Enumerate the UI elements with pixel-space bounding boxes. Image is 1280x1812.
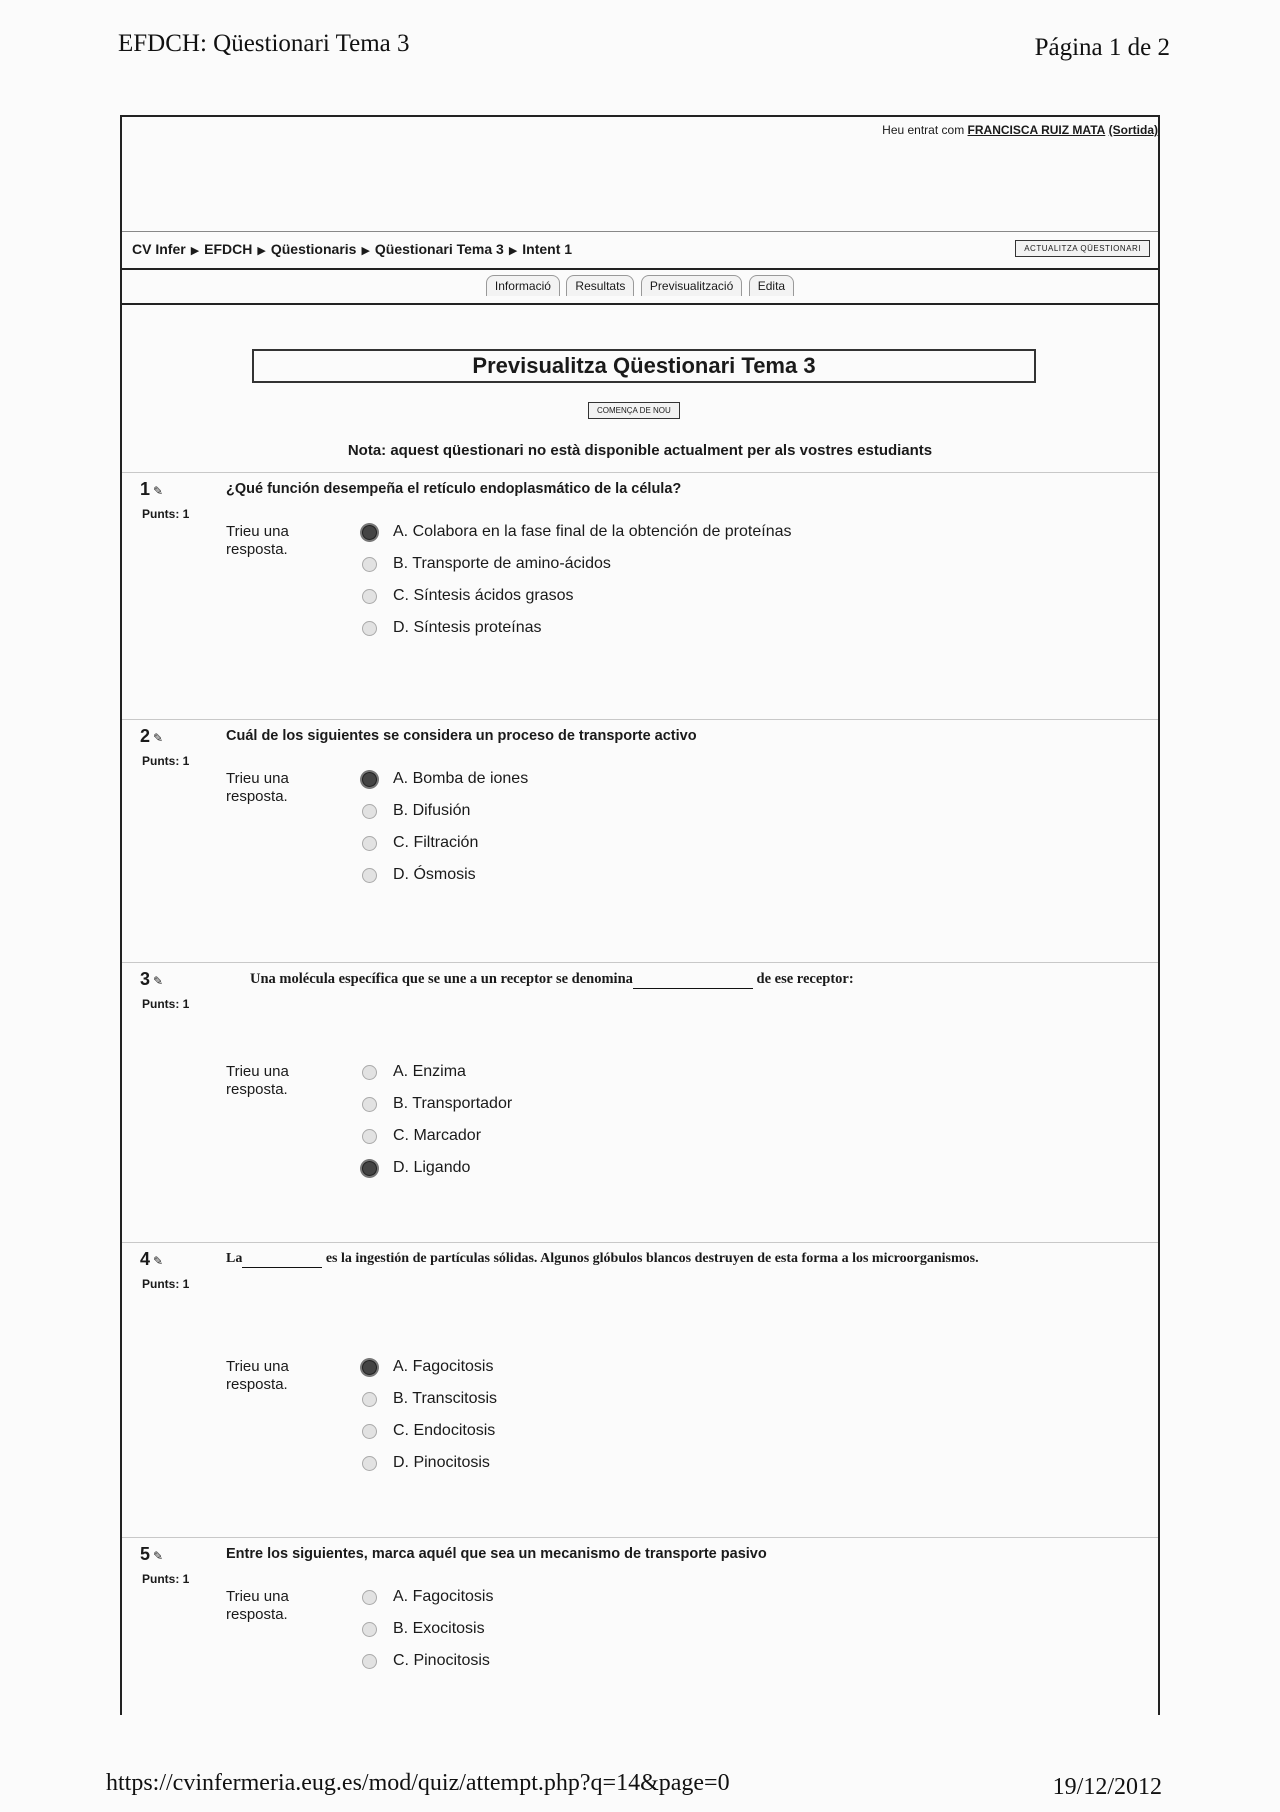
option-a[interactable]: A. Bomba de iones — [362, 763, 528, 795]
edit-icon[interactable]: ✎ — [153, 974, 164, 988]
option-d[interactable]: D. Pinocitosis — [362, 1447, 497, 1479]
question-3 — [122, 962, 1158, 1213]
option-c[interactable]: C. Pinocitosis — [362, 1645, 493, 1677]
radio-icon[interactable] — [362, 1129, 377, 1144]
tab-bar — [122, 275, 1158, 305]
options-list — [362, 1056, 512, 1184]
page-frame — [120, 115, 1160, 1715]
tab-edita[interactable]: Edita — [749, 275, 794, 296]
option-a[interactable]: A. Enzima — [362, 1056, 512, 1088]
breadcrumb-item-questionari-tema-3[interactable]: Qüestionari Tema 3 — [374, 241, 504, 257]
breadcrumb-arrow-icon: ▶ — [508, 245, 518, 257]
question-points: Punts: 1 — [142, 507, 190, 521]
option-c[interactable]: C. Endocitosis — [362, 1415, 497, 1447]
radio-selected-icon[interactable] — [360, 523, 379, 542]
breadcrumb-item-efdch[interactable]: EFDCH — [204, 241, 253, 257]
option-d[interactable]: D. Síntesis proteínas — [362, 612, 792, 644]
option-a[interactable]: A. Colabora en la fase final de la obtención de proteínas — [362, 516, 792, 548]
update-quiz-button[interactable]: ACTUALITZA QÜESTIONARI — [1015, 240, 1150, 257]
radio-icon[interactable] — [362, 557, 377, 572]
option-b[interactable]: B. Exocitosis — [362, 1613, 493, 1645]
radio-icon[interactable] — [362, 868, 377, 883]
answer-label: Trieu una resposta. — [226, 523, 289, 558]
fill-blank — [633, 971, 753, 989]
question-5 — [122, 1537, 1158, 1718]
question-number: 3 ✎ — [140, 969, 164, 989]
question-points: Punts: 1 — [142, 1572, 190, 1586]
answer-label: Trieu una resposta. — [226, 1063, 289, 1098]
question-text: Entre los siguientes, marca aquél que sea un mecanismo de transporte pasivo — [226, 1546, 767, 1562]
question-points: Punts: 1 — [142, 1277, 190, 1291]
question-number: 2 ✎ — [140, 726, 164, 746]
quiz-notice: Nota: aquest qüestionari no està disponible actualment per als vostres estudiants — [347, 442, 933, 459]
print-footer-date: 19/12/2012 — [1052, 1774, 1162, 1800]
breadcrumb-arrow-icon: ▶ — [190, 245, 200, 257]
radio-icon[interactable] — [362, 1392, 377, 1407]
print-footer-url: https://cvinfermeria.eug.es/mod/quiz/attempt.php?q=14&page=0 — [106, 1770, 730, 1796]
options-list — [362, 1351, 497, 1479]
print-header-title: EFDCH: Qüestionari Tema 3 — [118, 30, 410, 57]
question-text: Una molécula específica que se une a un receptor se denomina de ese receptor: — [250, 971, 854, 987]
login-user-link[interactable]: FRANCISCA RUIZ MATA — [967, 123, 1106, 137]
login-prefix: Heu entrat com — [882, 123, 965, 137]
answer-label: Trieu una resposta. — [226, 1588, 289, 1623]
option-a[interactable]: A. Fagocitosis — [362, 1581, 493, 1613]
option-d[interactable]: D. Ósmosis — [362, 859, 528, 891]
question-number: 4 ✎ — [140, 1249, 164, 1269]
radio-icon[interactable] — [362, 621, 377, 636]
fill-blank — [242, 1251, 322, 1268]
radio-icon[interactable] — [362, 804, 377, 819]
print-page-info: Página 1 de 2 — [1034, 34, 1170, 61]
tab-resultats[interactable]: Resultats — [566, 275, 634, 296]
option-c[interactable]: C. Filtración — [362, 827, 528, 859]
logout-link[interactable]: (Sortida) — [1108, 123, 1158, 137]
breadcrumb-item-cv-infer[interactable]: CV Infer — [132, 241, 186, 257]
question-4 — [122, 1242, 1158, 1513]
breadcrumb-arrow-icon: ▶ — [257, 245, 266, 257]
radio-selected-icon[interactable] — [360, 1358, 379, 1377]
question-1 — [122, 472, 1158, 698]
option-c[interactable]: C. Marcador — [362, 1120, 512, 1152]
radio-icon[interactable] — [362, 1654, 377, 1669]
breadcrumb — [132, 241, 572, 257]
radio-icon[interactable] — [362, 1622, 377, 1637]
option-c[interactable]: C. Síntesis ácidos grasos — [362, 580, 792, 612]
option-a[interactable]: A. Fagocitosis — [362, 1351, 497, 1383]
tab-previsualitzacio[interactable]: Previsualització — [641, 275, 742, 296]
question-text: La es la ingestión de partículas sólidas. Algunos glóbulos blancos destruyen de esta forma a los microorganismos. — [226, 1251, 979, 1266]
radio-icon[interactable] — [362, 1065, 377, 1080]
question-number: 5 ✎ — [140, 1544, 164, 1564]
edit-icon[interactable]: ✎ — [153, 731, 164, 745]
options-list — [362, 516, 792, 644]
option-b[interactable]: B. Difusión — [362, 795, 528, 827]
tab-informacio[interactable]: Informació — [486, 275, 560, 296]
breadcrumb-item-questionaris[interactable]: Qüestionaris — [270, 241, 357, 257]
breadcrumb-item-intent-1: Intent 1 — [522, 241, 573, 257]
radio-selected-icon[interactable] — [360, 770, 379, 789]
login-info — [882, 123, 1158, 137]
answer-label: Trieu una resposta. — [226, 770, 289, 805]
question-2 — [122, 719, 1158, 945]
restart-button[interactable]: COMENÇA DE NOU — [588, 402, 680, 419]
question-text: ¿Qué función desempeña el retículo endoplasmático de la célula? — [226, 481, 682, 497]
option-d[interactable]: D. Ligando — [362, 1152, 512, 1184]
radio-icon[interactable] — [362, 1456, 377, 1471]
navbar — [122, 231, 1158, 270]
edit-icon[interactable]: ✎ — [153, 1254, 164, 1268]
radio-icon[interactable] — [362, 836, 377, 851]
edit-icon[interactable]: ✎ — [153, 1549, 164, 1563]
question-points: Punts: 1 — [142, 997, 190, 1011]
option-b[interactable]: B. Transportador — [362, 1088, 512, 1120]
page-title: Previsualitza Qüestionari Tema 3 — [252, 349, 1036, 383]
radio-icon[interactable] — [362, 1424, 377, 1439]
question-points: Punts: 1 — [142, 754, 190, 768]
option-b[interactable]: B. Transporte de amino-ácidos — [362, 548, 792, 580]
radio-icon[interactable] — [362, 589, 377, 604]
options-list — [362, 1581, 493, 1677]
edit-icon[interactable]: ✎ — [153, 484, 164, 498]
breadcrumb-arrow-icon: ▶ — [361, 245, 370, 257]
question-text: Cuál de los siguientes se considera un proceso de transporte activo — [226, 728, 697, 744]
options-list — [362, 763, 528, 891]
answer-label: Trieu una resposta. — [226, 1358, 289, 1393]
option-b[interactable]: B. Transcitosis — [362, 1383, 497, 1415]
radio-selected-icon[interactable] — [360, 1159, 379, 1178]
question-number: 1 ✎ — [140, 479, 164, 499]
radio-icon[interactable] — [362, 1590, 377, 1605]
radio-icon[interactable] — [362, 1097, 377, 1112]
